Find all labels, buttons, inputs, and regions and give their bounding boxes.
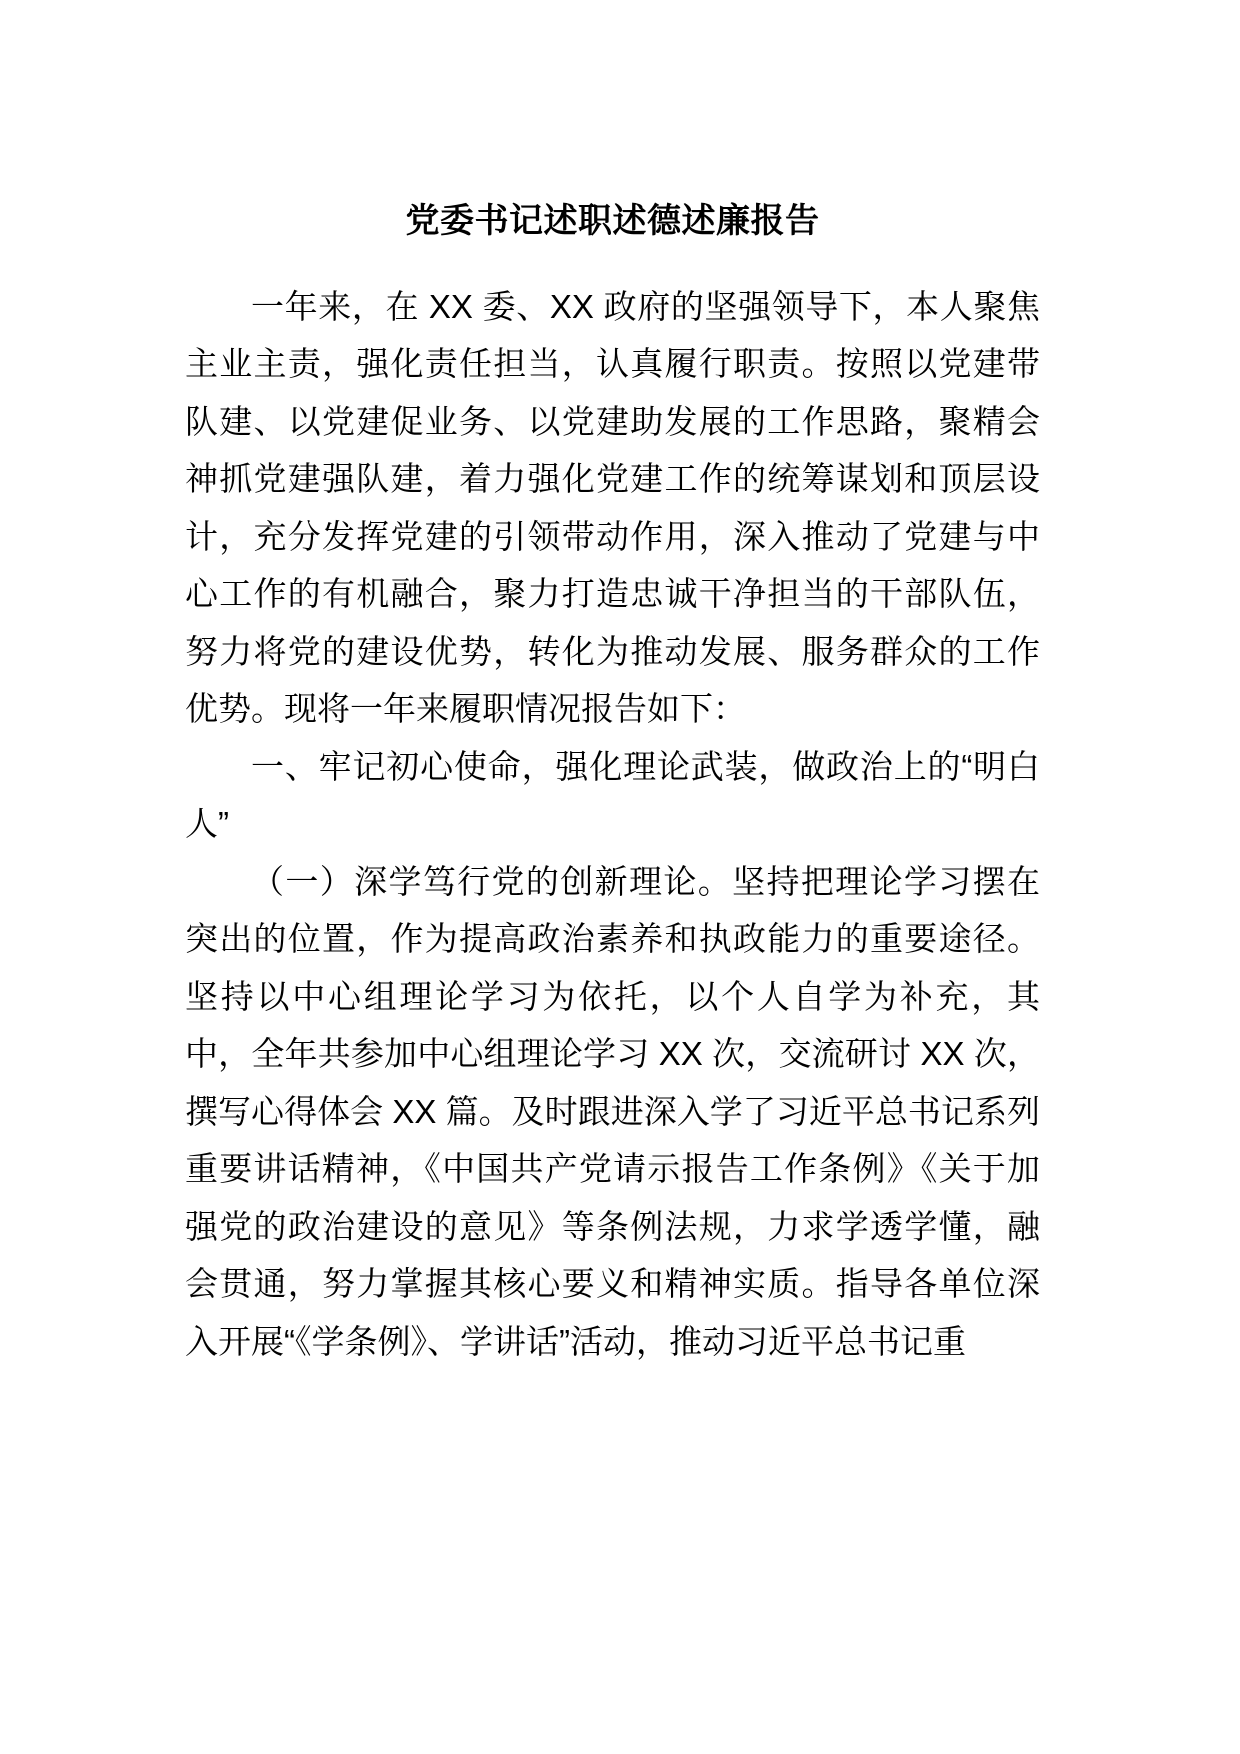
section-heading-1: 一、牢记初心使命，强化理论武装，做政治上的“明白人” <box>185 747 1040 842</box>
paragraph-section-1-1: （一）深学笃行党的创新理论。坚持把理论学习摆在突出的位置，作为提高政治素养和执政能力的重要途径。坚持以中心组理论学习为依托，以个人自学为补充，其中，全年共参加中心组理论学习 XX 次，交流研讨 XX 次，撰写心得体会 XX 篇。及时跟进深入学了习近平总书记系列重要讲话精神，《中国共产党请示报告工作条例》《关于加强党的政治建设的意见》等条例法规，力求学透学懂，融会贯通，努力掌握其核心要义和精神实质。指导各单位深入开展“《学条例》、学讲话”活动，推动习近平总书记重 <box>185 862 1040 1360</box>
paragraph-intro: 一年来，在 XX 委、XX 政府的坚强领导下，本人聚焦主业主责，强化责任担当，认真履行职责。按照以党建带队建、以党建促业务、以党建助发展的工作思路，聚精会神抓党建强队建，着力强化党建工作的统筹谋划和顶层设计，充分发挥党建的引领带动作用，深入推动了党建与中心工作的有机融合，聚力打造忠诚干净担当的干部队伍，努力将党的建设优势，转化为推动发展、服务群众的工作优势。现将一年来履职情况报告如下： <box>185 287 1040 727</box>
document-title: 党委书记述职述德述廉报告 <box>405 202 820 240</box>
